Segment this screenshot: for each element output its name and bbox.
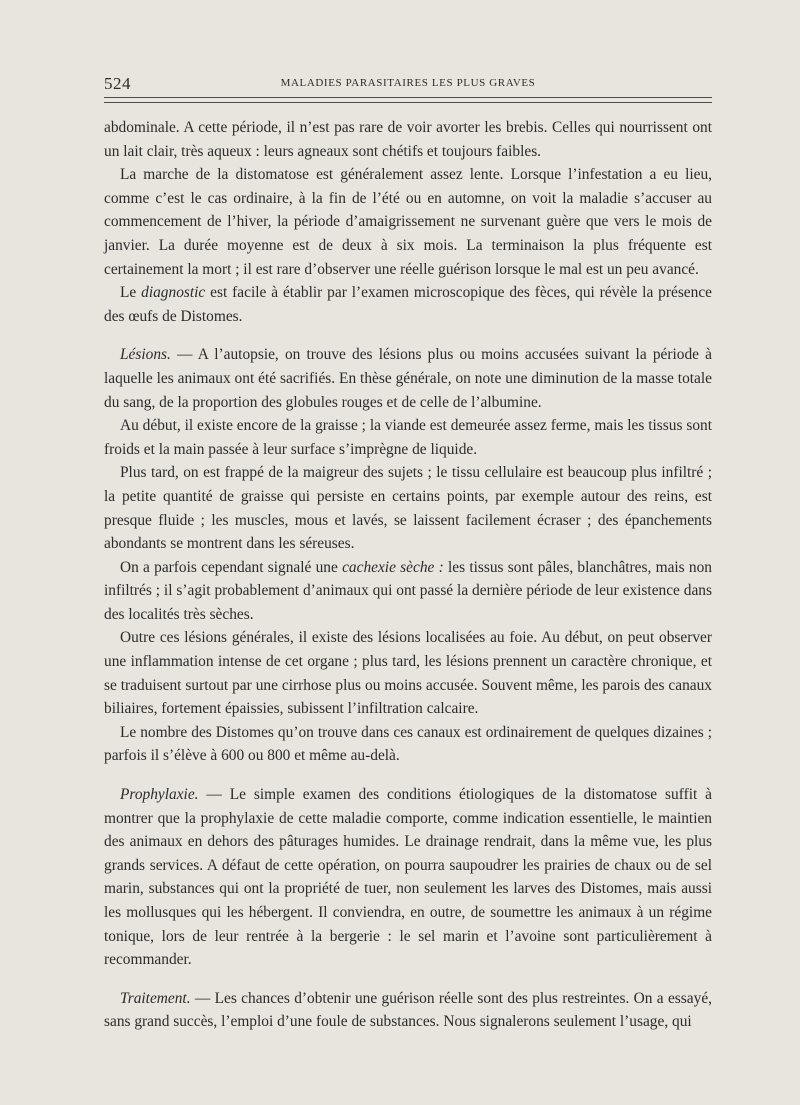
heading-lesions: Lésions. (120, 346, 171, 364)
term-diagnostic: diagnostic (141, 284, 206, 302)
paragraph-debut: Au début, il existe encore de la graisse ; la viande est demeurée assez ferme, mais les tissus sont froids et la main passée à leur surface s’imprègne de liquide. (104, 417, 712, 458)
heading-traitement: Traitement. (120, 989, 191, 1007)
paragraph-diagnostic: Le diagnostic est facile à établir par l’examen microscopique des fèces, qui révèle la présence des œufs de Distomes. (104, 284, 712, 325)
term-cachexie: cachexie sèche : (342, 558, 444, 576)
heading-prophylaxie: Prophylaxie. (120, 786, 199, 804)
header-rule (104, 97, 712, 103)
paragraph-continuation: abdominale. A cette période, il n’est pas rare de voir avorter les brebis. Celles qui nourrissent ont un lait clair, très aqueux : leurs agneaux sont chétifs et toujours faibles. (104, 119, 712, 160)
page-number: 524 (104, 74, 131, 93)
body-text (104, 116, 712, 1034)
paragraph-nombre: Le nombre des Distomes qu’on trouve dans ces canaux est ordinairement de quelques dizaines ; parfois il s’élève à 600 ou 800 et même au-delà. (104, 723, 712, 765)
paragraph-marche: La marche de la distomatose est généralement assez lente. Lorsque l’infestation a eu lieu, comme c’est le cas ordinaire, à la fin de l’été ou en automne, on voit la maladie s’accuser au commencement de l’hiver, la période d’amaigrissement ne survenant guère que vers le mois de janvier. La durée moyenne est de deux à six mois. La terminaison la plus fréquente est certainement la mort ; il est rare d’observer une réelle guérison lorsque le mal est un peu avancé. (104, 166, 712, 278)
paragraph-prophylaxie: Prophylaxie. — Le simple examen des conditions étiologiques de la distomatose suffit à montrer que la prophylaxie de cette maladie comporte, comme indication essentielle, le maintien des animaux en dehors des pâturages humides. Le drainage rendrait, dans la même vue, les plus grands services. A défaut de cette opération, on pourra saupoudrer les prairies de chaux ou de sel marin, substances qui ont la propriété de tuer, non seulement les larves des Distomes, mais aussi les mollusques qui les hébergent. Il conviendra, en outre, de soumettre les animaux à un régime tonique, lors de leur rentrée à la bergerie : le sel marin et l’avoine sont particulièrement à recommander. (104, 786, 712, 969)
paragraph-foie: Outre ces lésions générales, il existe des lésions localisées au foie. Au début, on peut observer une inflammation intense de cet organe ; plus tard, les lésions prennent un caractère chronique, et se traduisent surtout par une cirrhose plus ou moins accusée. Souvent même, les parois des canaux biliaires, fortement épaissies, subissent l’infiltration calcaire. (104, 629, 712, 718)
paragraph-traitement: Traitement. — Les chances d’obtenir une guérison réelle sont des plus restreintes. On a essayé, sans grand succès, l’emploi d’une foule de substances. Nous signalerons seulement l’usage, qui (104, 989, 712, 1031)
paragraph-cachexie: On a parfois cependant signalé une cachexie sèche : les tissus sont pâles, blanchâtres, mais non infiltrés ; il s’agit probablement d’animaux qui ont passé la dernière période de leur existence dans des localités très sèches. (104, 558, 713, 623)
page-header (104, 74, 712, 94)
running-title: MALADIES PARASITAIRES LES PLUS GRAVES (280, 77, 536, 89)
paragraph-lesions: Lésions. — A l’autopsie, on trouve des lésions plus ou moins accusées suivant la période à laquelle les animaux ont été sacrifiés. En thèse générale, on note une diminution de la masse totale du sang, de la proportion des globules rouges et de celle de l’albumine. (104, 346, 712, 411)
paragraph-plus-tard: Plus tard, on est frappé de la maigreur des sujets ; le tissu cellulaire est beaucoup plus infiltré ; la petite quantité de graisse qui persiste en certains points, par exemple autour des reins, est presque fluide ; les muscles, mous et lavés, se laissent facilement écraser ; des épanchements abondants se montrent dans les séreuses. (104, 464, 712, 553)
